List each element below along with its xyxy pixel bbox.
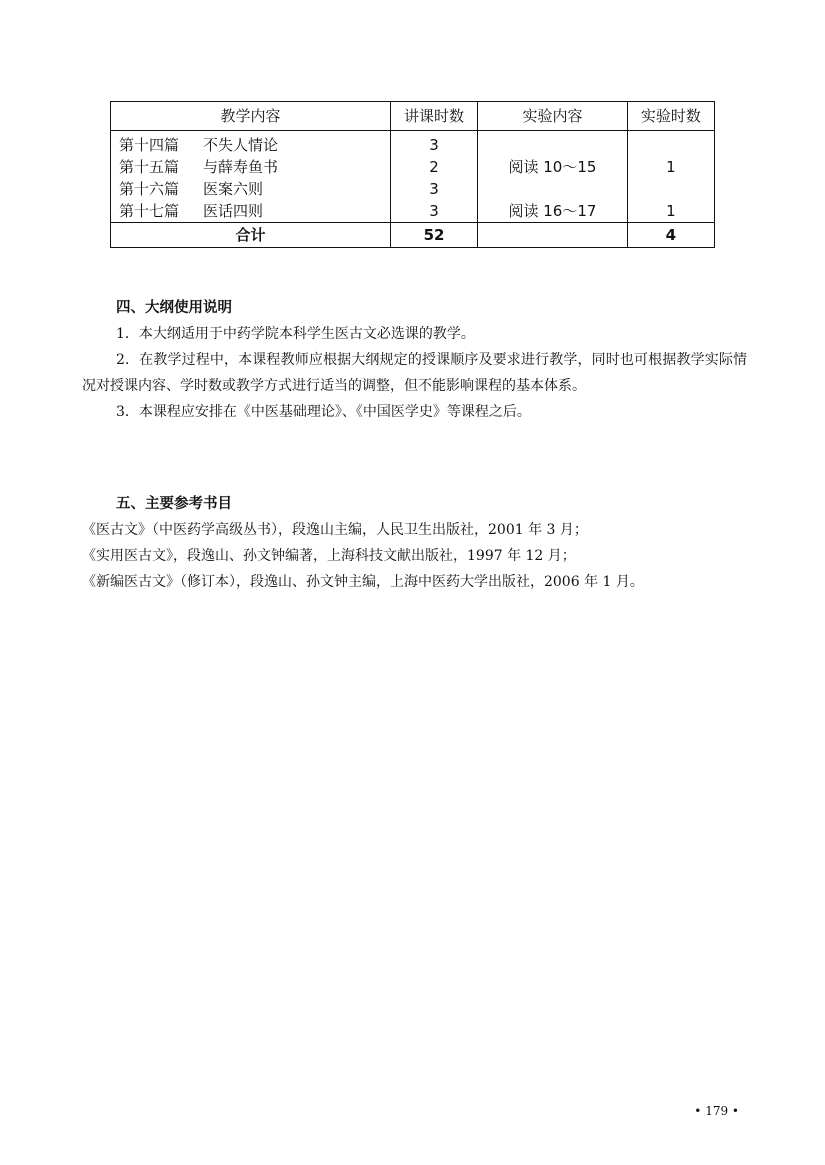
chapter-number: 第十七篇 (119, 202, 180, 220)
header-lab-content: 实验内容 (478, 102, 627, 131)
table-header-row (111, 102, 715, 131)
row-lecture-hours: 3 (390, 178, 477, 200)
table-row (111, 156, 715, 178)
reference-item: 《新编医古文》（修订本），段逸山、孙文钟主编，上海中医药大学出版社，2006 年 1 月。 (82, 574, 644, 590)
row-lab-hours: 1 (627, 156, 714, 178)
reference-item: 《医古文》（中医药学高级丛书），段逸山主编，人民卫生出版社，2001 年 3 月； (82, 522, 588, 538)
section-heading: 四、大纲使用说明 (116, 300, 232, 316)
row-lecture-hours: 3 (390, 200, 477, 223)
table-row (111, 131, 715, 157)
chapter-title: 与薛寿鱼书 (203, 158, 279, 176)
row-content (111, 178, 391, 200)
paragraph: 3．本课程应安排在《中医基础理论》、《中国医学史》等课程之后。 (116, 404, 531, 420)
row-lab-content (478, 131, 627, 157)
total-lab-hours: 4 (627, 223, 714, 248)
table-total-row (111, 223, 715, 248)
row-lab-hours (627, 131, 714, 157)
row-lecture-hours: 3 (390, 131, 477, 157)
course-hours-table (110, 101, 715, 248)
paragraph: 1．本大纲适用于中药学院本科学生医古文必选课的教学。 (116, 326, 475, 342)
section-heading: 五、主要参考书目 (116, 496, 232, 512)
section-references (82, 491, 747, 595)
reference-item: 《实用医古文》，段逸山、孙文钟编著，上海科技文献出版社，1997 年 12 月； (82, 548, 576, 564)
total-lecture-hours: 52 (390, 223, 477, 248)
row-lab-content: 阅读 16～17 (478, 200, 627, 223)
row-lecture-hours: 2 (390, 156, 477, 178)
header-lab-hours: 实验时数 (627, 102, 714, 131)
header-lecture-hours: 讲课时数 (390, 102, 477, 131)
table-row (111, 200, 715, 223)
chapter-title: 不失人情论 (203, 136, 279, 154)
paragraph: 2．在教学过程中，本课程教师应根据大纲规定的授课顺序及要求进行教学，同时也可根据教学实际情况对授课内容、学时数或教学方式进行适当的调整，但不能影响课程的基本体系。 (82, 352, 747, 394)
chapter-title: 医案六则 (203, 180, 264, 198)
chapter-number: 第十五篇 (119, 158, 180, 176)
table-row (111, 178, 715, 200)
total-label: 合计 (111, 223, 391, 248)
row-lab-hours (627, 178, 714, 200)
header-content: 教学内容 (111, 102, 391, 131)
row-lab-content (478, 178, 627, 200)
chapter-title: 医话四则 (203, 202, 264, 220)
chapter-number: 第十四篇 (119, 136, 180, 154)
row-content (111, 200, 391, 223)
section-usage-notes (82, 295, 747, 425)
row-content (111, 131, 391, 157)
row-content (111, 156, 391, 178)
total-lab-content (478, 223, 627, 248)
chapter-number: 第十六篇 (119, 180, 180, 198)
row-lab-hours: 1 (627, 200, 714, 223)
row-lab-content: 阅读 10～15 (478, 156, 627, 178)
page-number: • 179 • (694, 1104, 739, 1118)
